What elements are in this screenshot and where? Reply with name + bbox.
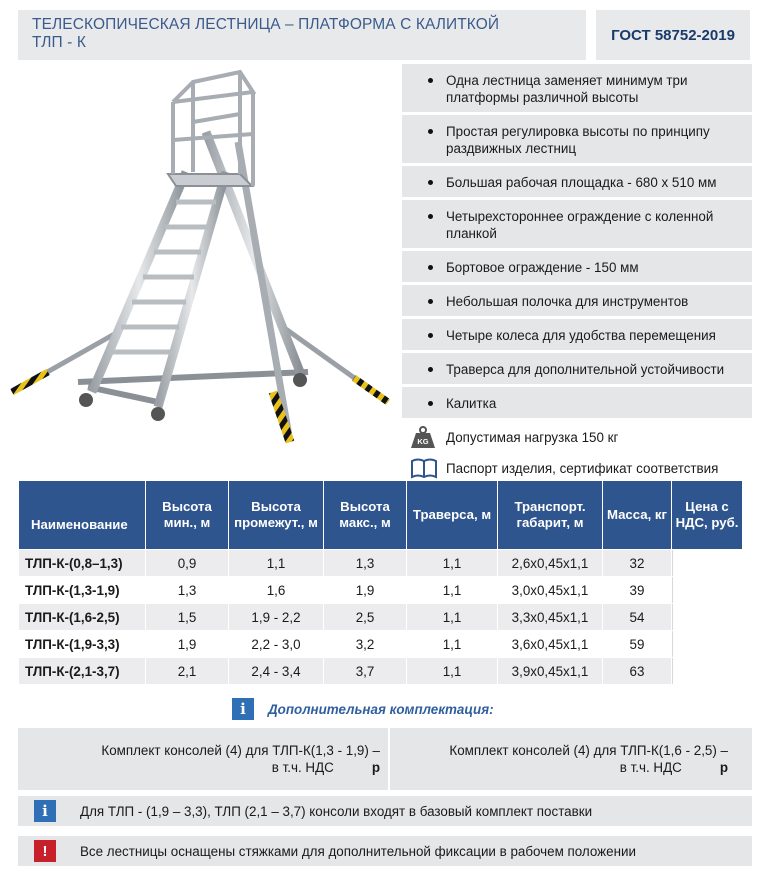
cell-height-min: 1,5 <box>146 604 228 630</box>
cell-price <box>672 631 742 657</box>
table-header-row <box>19 481 742 549</box>
docs-row <box>402 452 752 483</box>
cell-name: ТЛП-К-(2,1-3,7) <box>19 658 145 684</box>
kit-description: Комплект консолей (4) для ТЛП-К(1,6 - 2,5) – <box>449 743 728 758</box>
col-header-height-mid: Высота промежут., м <box>229 481 323 549</box>
table-row <box>19 577 742 603</box>
cell-height-mid: 1,9 - 2,2 <box>229 604 323 630</box>
standard-label: ГОСТ 58752-2019 <box>611 26 735 44</box>
product-image <box>8 62 400 462</box>
cell-traverse: 1,1 <box>407 658 497 684</box>
cell-traverse: 1,1 <box>407 550 497 576</box>
cell-price <box>672 550 742 576</box>
weight-kg-icon <box>410 425 438 449</box>
kit-currency: р <box>719 760 728 775</box>
cell-name: ТЛП-К-(1,6-2,5) <box>19 604 145 630</box>
weight-badge-text: KG <box>417 437 429 446</box>
kit-description: Комплект консолей (4) для ТЛП-К(1,3 - 1,9) – <box>101 743 380 758</box>
cell-height-mid: 1,6 <box>229 577 323 603</box>
extras-heading <box>232 698 494 720</box>
cell-name: ТЛП-К-(1,3-1,9) <box>19 577 145 603</box>
kit-item <box>396 742 728 776</box>
cell-height-max: 1,9 <box>324 577 406 603</box>
table-row <box>19 658 742 684</box>
feature-item: Бортовое ограждение - 150 мм <box>402 251 752 282</box>
info-icon: i <box>232 698 254 720</box>
warning-note-text: Все лестницы оснащены стяжками для дополнительной фиксации в рабочем положении <box>80 843 636 859</box>
cell-mass: 63 <box>603 658 671 684</box>
cell-price <box>672 577 742 603</box>
col-header-height-min: Высота мин., м <box>146 481 228 549</box>
kit-price-line <box>58 759 380 776</box>
cell-traverse: 1,1 <box>407 631 497 657</box>
cell-traverse: 1,1 <box>407 577 497 603</box>
cell-height-min: 1,9 <box>146 631 228 657</box>
page-header <box>0 0 764 62</box>
feature-item: Одна лестница заменяет минимум три платформы различной высоты <box>402 64 752 112</box>
page-title-line1: ТЕЛЕСКОПИЧЕСКАЯ ЛЕСТНИЦА – ПЛАТФОРМА С КАЛИТКОЙ <box>32 16 500 33</box>
spec-table <box>18 480 743 685</box>
table-row <box>19 550 742 576</box>
kits-divider <box>388 728 390 790</box>
info-icon: i <box>34 800 56 822</box>
ladder-platform-illustration <box>8 62 400 462</box>
kit-item <box>58 742 380 776</box>
open-book-icon <box>410 456 438 480</box>
cell-transport: 3,0х0,45х1,1 <box>498 577 602 603</box>
cell-transport: 2,6х0,45х1,1 <box>498 550 602 576</box>
cell-transport: 3,9х0,45х1,1 <box>498 658 602 684</box>
cell-transport: 3,3х0,45х1,1 <box>498 604 602 630</box>
feature-item: Четыре колеса для удобства перемещения <box>402 319 752 350</box>
cell-mass: 59 <box>603 631 671 657</box>
standard-box <box>596 10 750 60</box>
cell-traverse: 1,1 <box>407 604 497 630</box>
cell-height-max: 3,7 <box>324 658 406 684</box>
cell-height-mid: 2,2 - 3,0 <box>229 631 323 657</box>
info-note-text: Для ТЛП - (1,9 – 3,3), ТЛП (2,1 – 3,7) консоли входят в базовый комплект поставки <box>80 803 593 819</box>
cell-mass: 54 <box>603 604 671 630</box>
page-title-line2: ТЛП - К <box>32 34 86 51</box>
cell-height-min: 2,1 <box>146 658 228 684</box>
cell-mass: 39 <box>603 577 671 603</box>
kit-vat-label: в т.ч. НДС <box>271 760 334 775</box>
info-note <box>18 796 752 826</box>
col-header-transport: Транспорт. габарит, м <box>498 481 602 549</box>
col-header-mass: Масса, кг <box>603 481 671 549</box>
col-header-name: Наименование <box>19 481 145 549</box>
load-row <box>402 421 752 452</box>
kit-vat-label: в т.ч. НДС <box>619 760 682 775</box>
cell-height-mid: 1,1 <box>229 550 323 576</box>
cell-price <box>672 658 742 684</box>
feature-item: Простая регулировка высоты по принципу раздвижных лестниц <box>402 115 752 163</box>
cell-height-min: 1,3 <box>146 577 228 603</box>
feature-item: Калитка <box>402 387 752 418</box>
warning-note <box>18 836 752 866</box>
table-row <box>19 604 742 630</box>
docs-text: Паспорт изделия, сертификат соответствия <box>446 461 719 476</box>
col-header-price: Цена с НДС, руб. <box>672 481 742 549</box>
title-box <box>18 10 586 60</box>
load-text: Допустимая нагрузка 150 кг <box>446 430 619 445</box>
col-header-traverse: Траверса, м <box>407 481 497 549</box>
feature-item: Траверса для дополнительной устойчивости <box>402 353 752 384</box>
cell-name: ТЛП-К-(1,9-3,3) <box>19 631 145 657</box>
cell-height-max: 1,3 <box>324 550 406 576</box>
warning-icon: ! <box>34 840 56 862</box>
cell-price <box>672 604 742 630</box>
kit-currency: р <box>371 760 380 775</box>
feature-item: Четырехстороннее ограждение с коленной планкой <box>402 200 752 248</box>
kits-panel <box>18 728 752 790</box>
cell-height-min: 0,9 <box>146 550 228 576</box>
cell-transport: 3,6х0,45х1,1 <box>498 631 602 657</box>
feature-item: Небольшая полочка для инструментов <box>402 285 752 316</box>
cell-height-mid: 2,4 - 3,4 <box>229 658 323 684</box>
features-list <box>402 64 752 483</box>
feature-item: Большая рабочая площадка - 680 х 510 мм <box>402 166 752 197</box>
cell-height-max: 2,5 <box>324 604 406 630</box>
kit-price-line <box>396 759 728 776</box>
col-header-height-max: Высота макс., м <box>324 481 406 549</box>
cell-mass: 32 <box>603 550 671 576</box>
extras-title: Дополнительная комплектация: <box>268 701 494 717</box>
cell-name: ТЛП-К-(0,8–1,3) <box>19 550 145 576</box>
table-row <box>19 631 742 657</box>
cell-height-max: 3,2 <box>324 631 406 657</box>
